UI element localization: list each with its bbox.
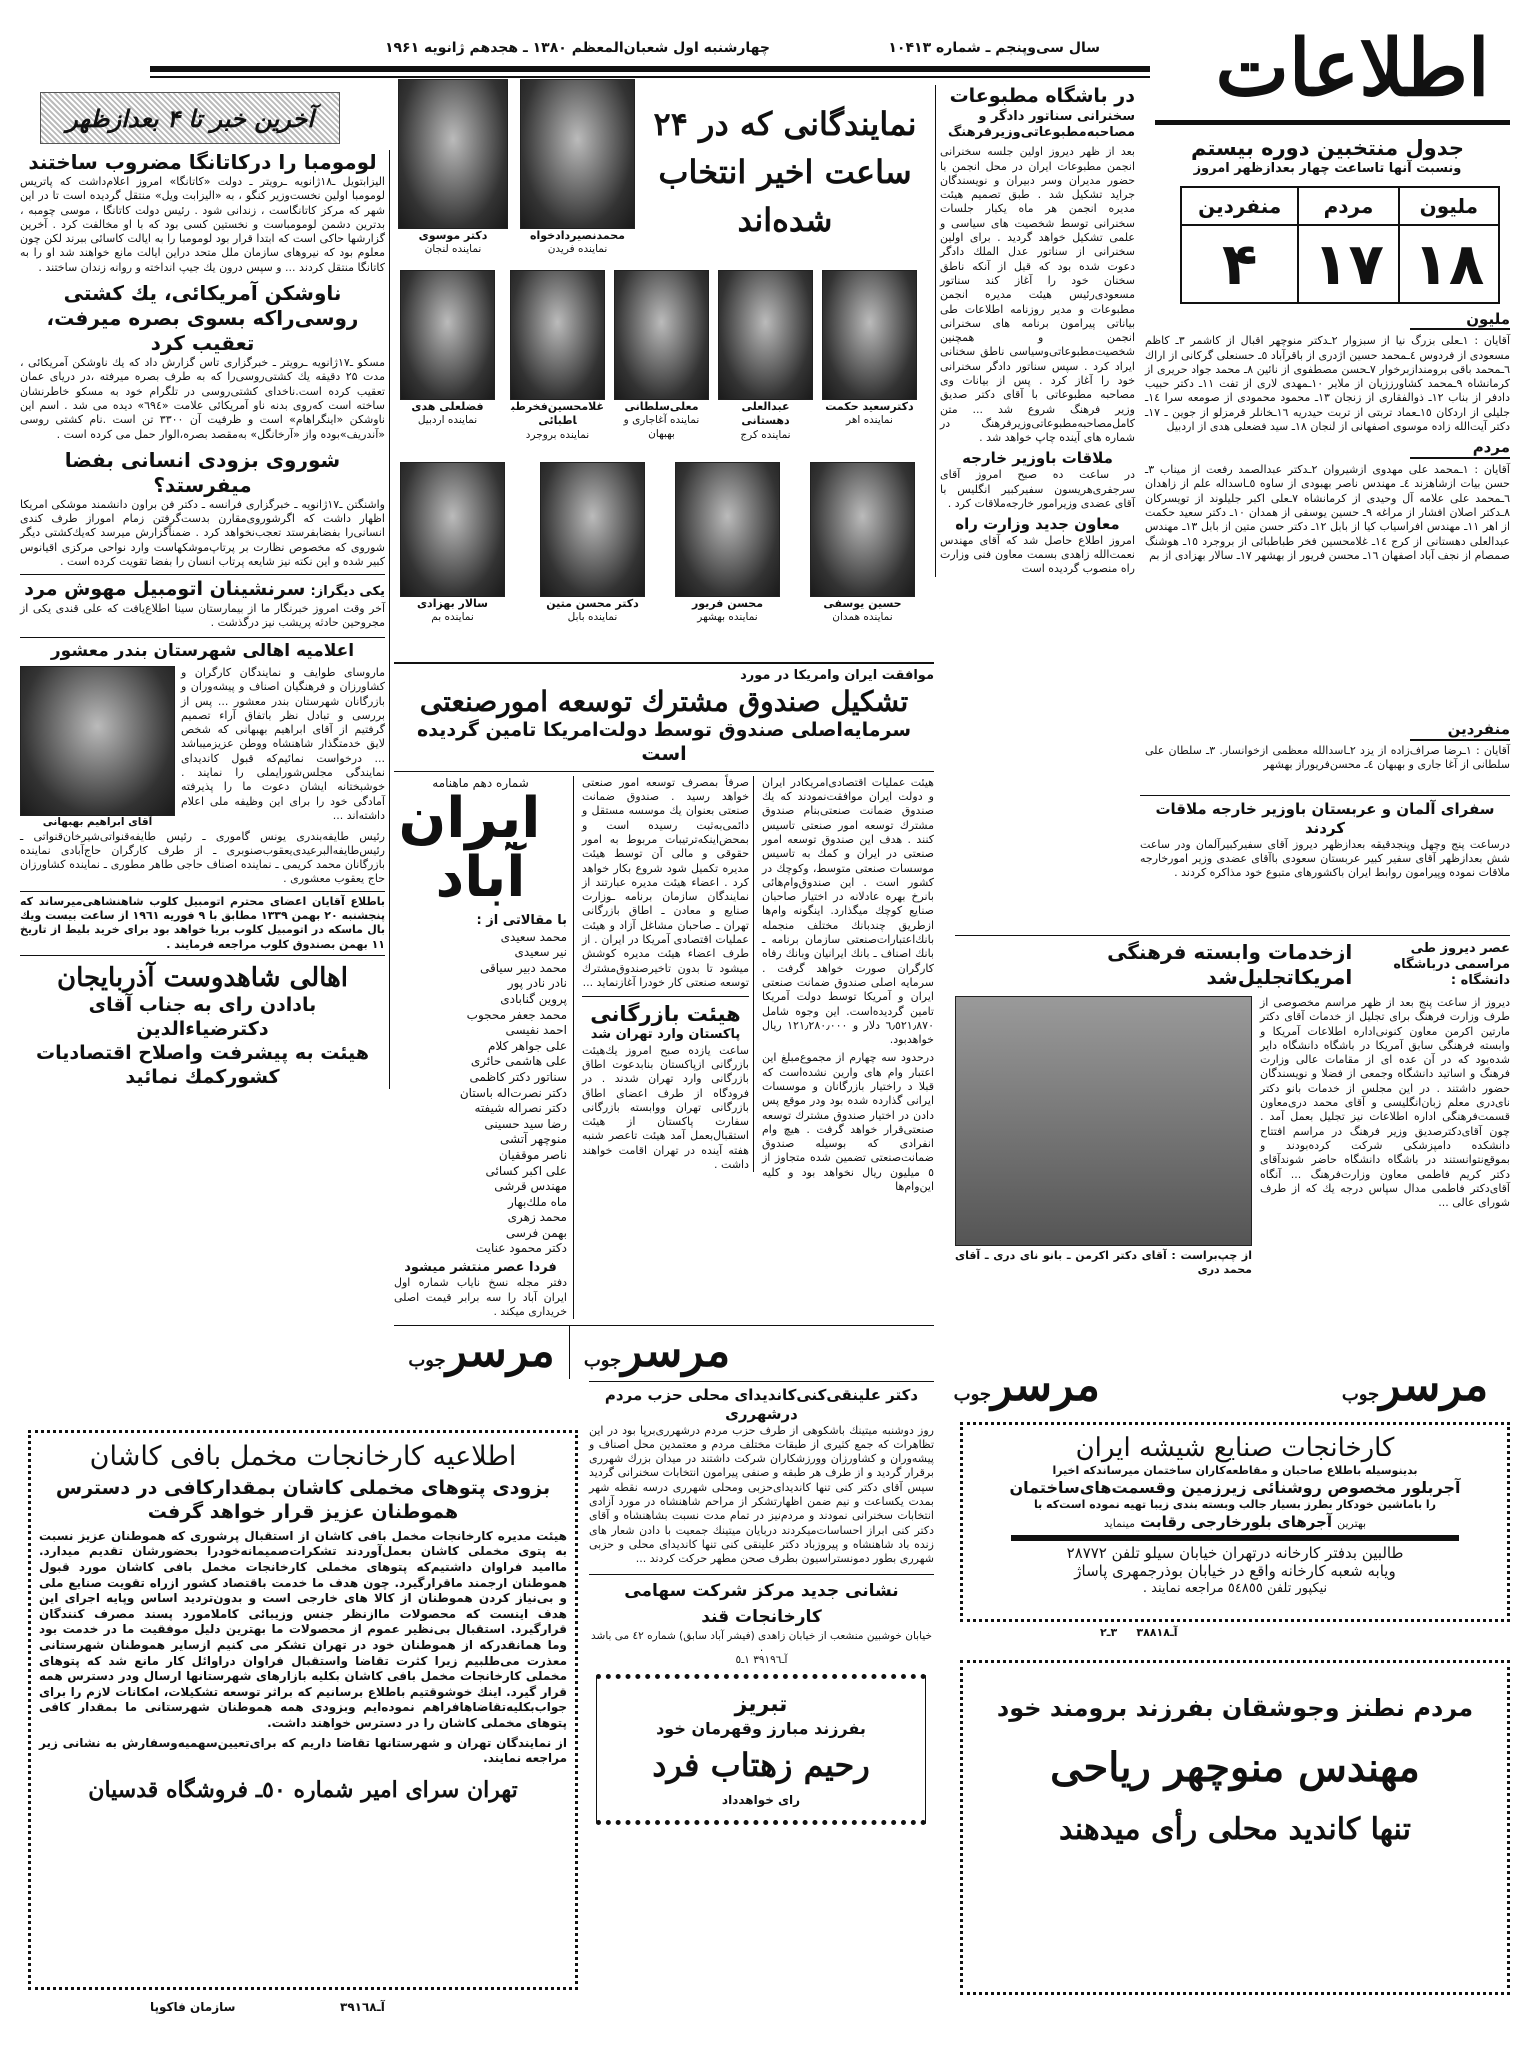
lumumba-title: لومومبا را درکاتانگا مضروب ساختند	[28, 150, 377, 174]
deputy-portrait	[540, 462, 645, 625]
space-title: شوروی بزودی انسانی بفضا میفرستد؟	[64, 447, 341, 497]
portrait-photo	[400, 270, 495, 400]
culture-kicker: عصر دیروز طی مراسمی درباشگاه دانشگاه :	[1393, 940, 1510, 989]
deputy-constituency: نماینده اهر	[846, 414, 893, 427]
fund-subtitle: سرمایه‌اصلی صندوق توسط دولت‌امریکا تامین گردیده است	[417, 719, 911, 765]
iran-abad-authors	[394, 930, 567, 1257]
deputy-portrait	[398, 79, 508, 257]
sugar-code: آـ۳۹۱۹٦ ۱ـ٥	[735, 1654, 788, 1667]
portrait-photo	[675, 462, 780, 597]
car-title: سرنشینان اتومبیل مهوش مرد	[24, 578, 306, 601]
glass-line1: بدینوسیله باطلاع صاحبان و مقاطعه‌کاران ساختمان میرساندکه اخیرا	[1052, 1464, 1418, 1478]
ship-title: ناوشکن آمریکائی، یك کشتی روسی‌راکه بسوی بصره میرفت، تعقیب کرد	[46, 281, 359, 356]
deputy-name: معلی‌سلطانی	[624, 400, 699, 413]
election-subtitle: ونسبت آنها تاساعت چهار بعدازظهر امروز	[1193, 161, 1462, 177]
kashan-sub2: هموطنان عزیز قرار خواهد گرفت	[147, 1501, 459, 1524]
kashan-text2: از نمایندگان تهران و شهرستانها تقاضا داریم که برای‌تعیین‌سهمیه‌وسفارش به نشانی زیر مراجعه نمایند.	[39, 1735, 567, 1766]
deputy-constituency: نماینده کرج	[740, 428, 791, 441]
deputy-constituency: نماینده اردبیل	[417, 414, 478, 427]
tally-label-mardom: مردم	[1298, 187, 1398, 225]
election-tally-table	[1180, 186, 1500, 304]
deputy-portrait	[400, 270, 495, 428]
portrait-photo	[614, 270, 709, 400]
deputy-portrait	[675, 462, 780, 625]
bandar-signers: رئیس طایفه‌بندری یونس گاموری ـ رئیس طایفه‌قنواتی‌شیرخان‌قنواتی ـ رئیس‌طایفه‌البرعیدی‌یعقوب‌صنوبری ـ از طرف کارگران حاج‌آبادی نماینده بازرگانان محمد کریمی ـ نماینده اصناف حاجی طاهر مطوری ـ نماینده کشاورزان حاج یعقوب معشوری .	[20, 829, 385, 886]
kashan-agency: سازمان فاکوپا	[150, 2000, 236, 2014]
portrait-photo	[540, 462, 645, 597]
deputy-portrait	[520, 79, 635, 257]
deputy-constituency: نماینده بابل	[567, 611, 618, 624]
envoys-article	[1140, 795, 1510, 880]
deputy-constituency: نماینده فریدن	[547, 243, 608, 256]
car-kicker: یکی دیگراز:	[310, 584, 385, 600]
item-heading: ملاقات باوزیر خارجه	[962, 449, 1113, 468]
fund-text-col3: درحدود سه چهارم از مجموع‌مبلغ این اعتبار وام های وارین نشده‌است که قبلا د راختیار بازرگانان و موسسات ایرانی گذارده شده بود ودر موقع پس دادن در اختیار صندوق مشترك توسعه صنعتی‌قرار خواهد گرفت . هیچ وام انفرادی که بوسیله صندوق ضمانت‌صنعتی تضمین شده متجاوز از ٥ میلیون ریال نخواهد بود و کلیه این‌وام‌ها	[762, 1051, 934, 1194]
tabriz-ad	[596, 1674, 926, 1825]
glass-compete: آجرهای بلورخارجی رقابت	[1140, 1512, 1333, 1531]
election-block	[1145, 135, 1510, 563]
author-name: ماه ملك‌بهار	[507, 1194, 567, 1209]
tally-value-melliyun: ۱۸	[1399, 225, 1499, 303]
shahdust-line3: هیئت به پیشرفت واصلاح اقتصادیات	[36, 1041, 369, 1064]
natanz-line3: تنها کاندید محلی رأی میدهند	[1059, 1812, 1411, 1847]
tally-value-mardom: ۱۷	[1298, 225, 1398, 303]
iran-abad-note: دفتر مجله نسخ نایاب شماره اول ایران آباد را سه برابر قیمت اصلی خریداری میکند .	[394, 1276, 567, 1318]
author-name: دکتر محمود عنایت	[475, 1241, 567, 1256]
bandar-photo	[20, 666, 175, 816]
shahdust-line1: اهالی شاهدوست آذربایجان	[56, 962, 349, 993]
press-club-subtitle: سخنرانی سناتور دادگر و مصاحبه‌مطبوعاتی‌وزیرفرهنگ	[947, 108, 1135, 140]
pakistan-subtitle: پاکستان وارد تهران شد	[590, 1027, 741, 1043]
deputy-constituency: نماینده بهشهر	[697, 611, 758, 624]
section-text: آقایان : ۱ـعلی بزرگ نیا از سبزوار ۲ـدکتر منوچهر اقبال از کاشمر ۳ـ کاظم مسعودی از فردوس ٤ـمحمد حسین اژدری از باقرآباد ٥ـ حسنعلی گرکانی از اراك ٦ـمحمد باقی برومندازبرخوار ۷ـحسن مصطفوی از نائین ۸ـ محمد جواد حریری از کرمانشاه ۹ـمحمد کشاورززیان از ملایر ۱۰ـمهدی لاری از تفت ۱۱ـ دکتر حبیب دادفر از بناب ۱۲ـ ذوالفقاری از زنجان ۱۳ـ محمود محمودی از صومعه سرا ۱٤ـ جلیلی از اردکان ۱٥ـعماد تربتی از تربت حیدریه ۱٦ـخانلر قرمزلو از جوین ـ ۱۷ـ دکتر آیت‌الله زاده موسوی اصفهانی از لنجان ۱۸ـ سید فضعلی هدی از اردبیل	[1145, 334, 1511, 434]
tally-label-melliyun: ملیون	[1399, 187, 1499, 225]
portrait-photo	[520, 79, 635, 229]
iran-abad-with: با مقالاتی از :	[476, 913, 567, 929]
glass-line2: آجربلور مخصوص روشنائی زیرزمین وقسمت‌های‌ساختمان	[1009, 1477, 1461, 1497]
mercer-ad: مرسرجوب	[953, 1360, 1100, 1411]
lumumba-text: الیزابتویل ـ۱۸ژانویه ـرویتر ـ دولت «کاتانگا» امروز اعلام‌داشت که پاتریس لومومبا اولین نخست‌وزیر کنگو ، به «الیزابت ویل» منتقل گردیده است تا در این شهر که مرکز کاتانگاست ، زندانی شود . رئیس دولت کاتانگا ، موسی چومبه ، بدترین دشمن لومومباست و نخستین کسی بود که با او مخالفت کرد . آخرین گزارشها حاکی است که ابتدا قرار بود لومومبا را به ایالت کاسائی ببرند لکن چون معلوم بود که نیروهای سازمان ملل متحد دراین ایالت مانع خواهند شد او را به کاتانگا منتقل کردند ... و سپس درون یك جیپ انداخته و روانه زندان ساختند .	[20, 175, 385, 274]
glass-line6: ویابه شعبه کارخانه واقع در خیابان بوذرجمهری پاساژ	[1074, 1562, 1396, 1581]
shahdust-line4: کشورکمك نمائید	[125, 1065, 280, 1088]
natanz-line2: مهندس منوچهر ریاحی	[1050, 1744, 1420, 1791]
mercer-ad: مرسرجوب	[569, 1326, 744, 1379]
culture-article	[955, 935, 1510, 1278]
deputies-headline: نمایندگانی که در ۲۴ ساعت اخیر انتخاب شده‌اند	[653, 105, 917, 239]
deputy-name: محسن فریور	[691, 597, 764, 610]
section-heading: منفردین	[1410, 720, 1510, 741]
pakistan-title: هیئت بازرگانی	[590, 1002, 741, 1027]
election-title: جدول منتخبین دوره بیستم	[1191, 136, 1464, 160]
culture-text: دیروز از ساعت پنج بعد از ظهر مراسم مخصوصی از طرف وزارت فرهنگ برای تجلیل از خدمات آقای دکتر مارتین اکرمن معاون کنونی‌اداره اطلاعات آمریکا و وابسته فرهنگی سابق آمریکا در باشگاه دانشگاه دایر شده‌بود که در آن عده ای از مقامات عالی وزارت فرهنگ و اساتید دانشگاه وجمعی از فضلا و نویسندگان حضور داشتند . در این مجلس از خدمات بانو دکتر نای‌دری معلم زبان‌انگلیسی و آقای محمد دری‌معاون قسمت‌فرهنگی اداره اطلاعات نیز تجلیل بعمل آمد . چون آقای‌دکترصدیق وزیر فرهنگ در مراسم افتتاح دانشکده دامپزشکی شرکت کرده‌بودند و بموقع‌نتوانستند در باشگاه دانشگاه حاضر شوندآقای دکتر کریم فاطمی معاون وزارت‌فرهنگ ... آنگاه آقای‌دکتر فاطمی مدال سپاس درجه یك که از طرف شورای عالی ...	[1260, 996, 1510, 1210]
envoys-title: سفرای آلمان و عربستان باوزیر خارجه ملاقات کردند	[1155, 800, 1495, 837]
bandar-title: اعلامیه اهالی شهرستان بندر معشور	[20, 637, 385, 662]
deputy-name: دکتر موسوی	[418, 229, 488, 242]
left-column	[20, 150, 390, 1089]
fund-text-col2: صرفاً بمصرف توسعه امور صنعتی خواهد رسید . صندوق ضمانت صنعتی بعنوان یك موسسه مستقل و دائمی‌به‌ثبت رسیده است و بمحض‌اینکه‌ترتیبات مربوط به امور حقوقی و مالی آن توسط هیئت مدیره تکمیل شود شروع بکار خواهد کرد . اعضاء هیئت مدیره عبارتند از نمایندگان سازمان برنامه ـوزارت صنایع و معادن ـ اطاق بازرگانی تهران ـ صاحبان مشاغل آزاد و هیئت عملیات اقتصادی آمریکا در ایران . از طرف اعضاء هیئت مدیره کوشش میشود تا بدون تاخیرصندوق‌مشترك توسعه صنعتی کار خودرا آغازنماید ...	[582, 775, 749, 989]
author-name: احمد نفیسی	[505, 1023, 567, 1038]
newspaper-logo: اطلاعات	[1215, 23, 1490, 114]
fund-article	[394, 668, 934, 1319]
deputy-constituency: نماینده لنجان	[424, 243, 482, 256]
author-name: مهندس قرشی	[494, 1179, 567, 1194]
deputy-portrait	[510, 270, 605, 442]
tally-value-monfaredin: ۴	[1181, 225, 1298, 303]
fund-text-col1: هیئت عملیات اقتصادی‌امریکادر ایران و دولت ایران موافقت‌نمودند که یك صندوق ضمانت صنعتی‌بنام صندوق مشترك توسعه امور صنعتی تاسیس کنند . هدف این صندوق توسعه امور صنعتی در ایران و کمك به تاسیس موسسات صنعتی متوسط، وکوچك در کشور است . این صندوق‌وام‌هائی بانرخ بهره عادلانه در اختیار صاحبان صنایع کوچك میگذارد. اینگونه وام‌ها ازطریق چندبانك مختلف منجمله بانك‌اعتبارات‌صنعتی سازمان برنامه ـ بانك اصناف ـ بانك ایرانیان وبانك رفاه کارگران صورت خواهد گرفت . سرمایه اصلی صندوق ضمانت صنعتی ایران و آمریکا توسط دولت آمریکا تامین گردیده‌است. این وجوه شامل ٦٫٥۲۱٫۸۷۰ دلار و ۱۲۱٫۲۸۰٫۰۰۰ ریال خواهدبود.	[762, 775, 934, 1047]
glass-title: کارخانجات صنایع شیشه ایران	[1075, 1433, 1395, 1463]
portrait-photo	[822, 270, 917, 400]
mercer-row	[394, 1325, 934, 1379]
deputy-constituency: نماینده بم	[431, 611, 474, 624]
author-name: محمد دبیر سیاقی	[479, 960, 567, 975]
kashan-title: اطلاعیه کارخانجات مخمل بافی کاشان	[89, 1441, 517, 1472]
iran-abad-issue: شماره دهم ماهنامه	[432, 775, 529, 790]
deputy-name: محمدنصیردادخواه	[530, 229, 625, 242]
kashan-text: هیئت مدیره کارخانجات مخمل بافی کاشان از استقبال پرشوری که هموطنان عزیز نسبت به پتوی مخملی کاشان بعمل‌آوردند تشکرات‌صمیمانه‌خودرا بحضورشان تقدیم میدارد. ماامید فراوان داشتیم‌که پتوهای مخملی کارخانجات مخمل بافی کاشان مورد قبول هموطنان ارجمند ماقرارگیرد. چون هدف ما خدمت باقتصاد کشور ازراه تقویت صنایع ملی و بی‌نیاز کردن هموطنان از کالا های خارجی است و بدون‌تردید اساس وپایه اجرای این هدف اینست که محصولات ماازنظر جنس وزیبائی کاملامورد پسند مصرف کنندگان قرارگیرد. استقبال بی‌نظیر عموم از محصولات ما بهترین دلیل موفقیت ما در خدمت بود وما همانقدرکه از هموطنان خود در تهران تشکر می کنیم ازسایر هموطنان شهرستانی معذرت می‌طلبیم زیرا کثرت تقاضا واستقبال فراوان دراوائل کار مانع شد که پتوهای مخملی کارخانجات مخمل بافی کاشان بکلیه بازارهای شهرستانها ارسال ودر دسترس همه قرار گیرد. اینك خوشوقتیم باطلاع برسانیم که براثر توسعه تشکیلات، امکانات لازم را برای جواب‌بکلیه‌تقاضاهافراهم نموده‌ایم وبزودی همه هموطنان شهرستانی ما بمقدار کافی پتوهای مخملی کاشان را در دسترس خواهند داشت.	[39, 1528, 567, 1731]
author-name: رضا سید حسینی	[484, 1116, 567, 1131]
author-name: ناصر موقفیان	[498, 1147, 567, 1162]
envoys-text: درساعت پنج وچهل وپنجدقیقه بعدازظهر دیروز آقای سفیرکبیرآلمان ودر ساعت شش بعدازظهر آقای سفیر کبیر عربستان سعودی باآقای عضدی وزیر امورخارجه ملاقات نموده وپیرامون روابط ایران باکشورهای متبوع خود مذاکره کردند .	[1140, 837, 1510, 880]
kashan-address: تهران سرای امیر شماره ٥۰ـ فروشگاه قدسیان	[88, 1776, 518, 1803]
author-name: علی اکبر کسائی	[485, 1163, 567, 1178]
press-club-text: بعد از ظهر دیروز اولین جلسه سخنرانی انجمن مطبوعات ایران در محل انجمن با حضور مدیران وسر دبیران و نویسندگان جراید تشکیل شد . طبق تصمیم هیئت مدیره انجمن هر ماه یکبار جلسات سخنرانی توسط شخصیت های سیاسی و علمی تشکیل خواهد گردید . برای اولین سخنرانی از سناتور عدل الملك دادگر دعوت شده بود که قبل از آنکه ناطق سخنان خود را آغاز کند سناتور مسعودی‌رئیس هیئت مدیره انجمن مطبوعات و مدیر روزنامه اطلاعات طی بیاناتی پیرامون برنامه های سخنرانی انجمن و همچنین شخصیت‌مطبوعاتی‌وسیاسی ناطق سخنانی ایراد کرد . سپس سناتور دادگر سخنرانی خود را آغاز کرد . پس از بیانات وی مصاحبه مطبوعاتی با آقای دکتر صدیق وزیر فرهنگ شروع شد ... متن کامل‌مصاحبه‌مطبوعاتی‌وزیرفرهنگ در شماره های آینده چاپ خواهد شد .	[940, 145, 1135, 445]
kani-text: روز دوشنبه میتینك باشکوهی از طرف حزب مردم درشهرری‌برپا بود در این تظاهرات که جمع کثیری از طبقات مختلف مردم و معتمدین محل اصناف و پیشه‌وران و کشاورزان وورزشکاران شرکت داشتند در میدان بزرك شهرری برقرار گردید و از طرف هر طبقه و صنفی پیرامون انتخابات سخنرانی گردید سپس آقای دکتر کنی تنها کاندیدای‌حزبی ومحلی شهرری درسه نقطه شهر بمدت یکساعت و نیم ضمن اظهارتشکر از مراحم شاهنشاه در مورد آزادی انتخابات سخنرانی نمودند و مردم‌نیز در تمام مدت نسبت بشاهنشاه و آقای دکتر کنی ابراز احساسات‌میکردند دربایان میتینك جمعیت با دادن شعار های زنده باد شاهنشاه و پیروزباد دکتر علینقی کنی تنها کاندیدای محلی و حزبی شهرری بطور دمونستراسیون بطرف صحن مطهر حرکت کردند ...	[589, 1423, 934, 1566]
tabriz-vote: رای خواهدداد	[721, 1792, 801, 1807]
sugar-ad	[589, 1574, 934, 1666]
late-news-banner: آخرین خبر تا ۴ بعدازظهر	[40, 92, 340, 144]
iran-abad-title: ایران آباد	[398, 785, 541, 910]
deputy-constituency: نماینده آغاجاری و بهبهان	[623, 414, 700, 440]
sugar-text: خیابان خوشبین منشعب از خیابان زاهدی (فیشر آباد سابق) شماره ٤۲ می باشد .	[591, 1630, 932, 1655]
iran-abad-tomorrow: فردا عصر منتشر میشود	[404, 1260, 557, 1276]
tabriz-name: رحیم زهتاب فرد	[652, 1745, 870, 1784]
item-text: امروز اطلاع حاصل شد که آقای مهندس نعمت‌الله زاهدی بسمت معاون فنی وزارت راه منصوب گردیده است	[940, 533, 1135, 576]
glass-best: بهترین	[1337, 1516, 1367, 1530]
deputy-name: حسین یوسفی	[823, 597, 902, 610]
author-name: سناتور دکتر کاظمی	[469, 1069, 567, 1084]
culture-photo	[955, 996, 1252, 1246]
glass-line7: نیکپور تلفن ٥٤۸٥٥ مراجعه نمایند .	[1142, 1581, 1328, 1597]
glass-does: مینماید	[1103, 1516, 1135, 1530]
shahdust-line2: بادادن رای به جناب آقای دکترضیاءالدین	[88, 994, 317, 1041]
pakistan-text: ساعت یازده صبح امروز یك‌هیئت بازرگانی ازپاکستان بنابدعوت اطاق بازرگانی وارد تهران شدند . در فرودگاه از طرف اعضای اطاق بازرگانی تهران ووابسته بازرگانی سفارت پاکستان از هیئت استقبال‌بعمل آمد هیئت تاعصر شنبه هفته آینده در تهران اقامت خواهند داشت .	[582, 1043, 749, 1172]
author-name: دکتر نصراله شیفته	[474, 1101, 567, 1116]
item-heading: معاون جدید وزارت راه	[955, 515, 1120, 534]
tabriz-line: بفرزند مبارز وقهرمان خود	[656, 1718, 866, 1738]
author-name: محمد زهری	[507, 1210, 567, 1225]
glass-ad	[960, 1422, 1510, 1622]
fund-title: تشکیل صندوق مشترك توسعه امورصنعتی	[419, 685, 909, 719]
auto-club-notice: باطلاع آقایان اعضای محترم اتومبیل کلوب شاهنشاهی‌میرساند که پنجشنبه ۲۰ بهمن ۱۳۳۹ مطابق با ۹ فوریه ۱۹٦۱ از ساعت بیست ویك بال ماسکه در اتومبیل کلوب بریا خواهد بود برای خرید بلیط از تاریخ ۱۱ بهمن بصندوق کلوب مراجعه فرمایند .	[20, 891, 385, 956]
author-name: بهمن فرسی	[505, 1225, 567, 1240]
section-heading: مردم	[1410, 438, 1510, 459]
fund-kicker: موافقت ایران وامریکا در مورد	[740, 668, 934, 683]
portrait-photo	[510, 270, 605, 400]
monfaredin-block	[1145, 720, 1510, 772]
section-text: آقایان : ۱ـرضا صراف‌زاده از یزد ۲ـاسدالله معظمی ازخوانسار. ۳ـ سلطان علی سلطانی از آغا جاری و بهبهان ٤ـ محسن‌فریوراز بهشهر	[1145, 743, 1510, 772]
culture-caption: از چپ‌براست : آقای دکتر اکرمن ـ بانو نای دری ـ آقای محمد دری	[955, 1249, 1252, 1277]
deputy-portrait	[810, 462, 915, 625]
author-name: محمد سعیدی	[500, 929, 567, 944]
issue-date: چهارشنبه اول شعبان‌المعظم ۱۳۸۰ ـ هجدهم ژانویه ۱۹۶۱	[384, 40, 770, 56]
tabriz-city: تبریز	[734, 1692, 788, 1718]
kashan-ad	[28, 1430, 578, 1990]
deputy-name: غلامحسین‌فخرطباطبائی	[510, 400, 604, 428]
natanz-ad	[960, 1660, 1510, 1995]
item-text: در ساعت ده صبح امروز آقای سرجفری‌هریسون سفیرکبیر انگلیس با آقای عضدی وزیرامور خارجه‌ملاقات کرد .	[940, 468, 1135, 510]
author-name: علی جواهر کلام	[488, 1038, 567, 1053]
author-name: نادر نادر پور	[507, 976, 567, 991]
deputy-name: دکتر محسن متین	[546, 597, 639, 610]
press-club-title: در باشگاه مطبوعات	[949, 85, 1135, 107]
kashan-sub1: بزودی پتوهای مخملی کاشان بمقدارکافی در دسترس	[55, 1477, 551, 1500]
deputy-name: عبدالعلی دهستانی	[741, 400, 790, 428]
section-heading: ملیون	[1410, 310, 1510, 331]
bandar-text: ماروسای طوایف و نمایندگان کارگران و کشاورزان و فرهنگیان اصناف و پیشه‌وران و بازرگانان شهرستان بندر معشور ... پس از بررسی و تبادل نظر باتفاق آراء تصمیم گرفتیم از آقای ابراهیم بهبهانی که شخص لایق خدمتگذار شاهنشاه ووطن عزیزمیباشد ... درخواست نمائیم‌که قبول کاندیدای نمایندگی مجلس‌شورایملی را نمایند . خوشبختانه ایشان دعوت ما را پذیرفته آمادگی خود را برای این وظیفه ملی اعلام داشته‌اند ...	[181, 665, 385, 822]
car-text: آخر وقت امروز خبرنگار ما از بیمارستان سینا اطلاع‌یافت که علی قندی یکی از مجروحین حادثه پریشب نیز درگذشت .	[20, 602, 385, 630]
kashan-code: آـ۳۹۱٦۸	[340, 2000, 385, 2014]
sugar-title: نشانی جدید مرکز شرکت سهامی کارخانجات قند	[624, 1581, 899, 1627]
ship-text: مسکو ـ۱۷ژانویه ـرویتر ـ خبرگزاری تاس گزارش داد که یك ناوشکن آمریکائی ، مدت ۲۵ دقیقه یك کشتی‌روسی‌را که به طرف بصره میرفته ،در دریای عمان تعقیب کرده است.ناخدای کشتی‌روسی در تلگرام خود به مسکو خاطرنشان ساخته است که‌روی بدنه ناو آمریکائی علامت «٦۹٤» دیده می شد . اسم این ناوشکن «اینگراهام» است و ظرفیت آن ۳۳۰۰ تن است .نام کشتی روسی «آندریف»بوده واز «آرخانگل» به‌مقصد بصره،الوار حمل می کرده است .	[20, 356, 385, 441]
pakistan-article	[582, 996, 749, 1172]
deputy-name: فضلعلی هدی	[411, 400, 484, 413]
natanz-line1: مردم نطنز وجوشقان بفرزند برومند خود	[996, 1694, 1474, 1722]
iran-abad-ad	[394, 776, 574, 1319]
glass-code: آـ۳۸۸۱۸ ۳ـ۲	[1100, 1626, 1178, 1639]
deputy-portrait	[614, 270, 709, 442]
mercer-ad: مرسرجوب	[1341, 1360, 1489, 1411]
issue-number: سال سی‌وپنجم ـ شماره ۱۰۴۱۳	[888, 40, 1100, 56]
deputy-name: دکترسعید حکمت	[825, 400, 914, 413]
deputy-constituency: نماینده بروجرد	[525, 428, 590, 441]
press-club-column	[935, 85, 1135, 577]
author-name: نیر سعیدی	[514, 945, 567, 960]
section-text: آقایان : ۱ـمحمد علی مهدوی ازشیروان ۲ـدکتر عبدالصمد رفعت از میناب ۳ـ حسن بیات ازشاهزند ٤ـ مهندس ناصر بهبودی از ساوه ٥ـاسداله علم از زاهدان ٦ـمحمد علی علامه آل وحیدی از کرمانشاه ۷ـعلی اکبر جلیلوند از تویسرکان ۸ـدکتر اصلان افشار از مراغه ۹ـ حسین یوسفی از همدان ۱۰ـ دکتر سعید حکمت از اهر ۱۱ـ مهندس افراسیاب کیا از بابل ۱۲ـ دکتر حسن متین از بابل ۱۳ـ مهندس عبدالعلی دهستانی از کرج ۱٤ـ غلامحسین فخر طباطبائی از بروجرد ۱٥ـ هوشنگ صمصام از نجف آباد اصفهان ۱٦ـ محسن فریور از بهشهر ۱۷ـ سالار بهزادی از بم	[1145, 463, 1511, 562]
mercer-ad: مرسرجوب	[408, 1326, 555, 1378]
author-name: علی هاشمی حائری	[470, 1054, 567, 1069]
author-name: محمد جعفر محجوب	[466, 1007, 567, 1022]
deputy-name: سالار بهزادی	[416, 597, 489, 610]
space-text: واشنگتن ـ۱۷ژانویه ـ خبرگزاری فرانسه ـ دکتر فن براون دانشمند موشکی امریکا اظهار داشت که اگرشوروی‌مقارن بدست‌گرفتن زمام اموراز طرف کندی انسانی‌را بفضابفرستد تعجب‌نخواهد کرد . ضمناًگزارش میرسد که‌یك‌کشتی دیگر شوروی که مخصوص نظارت بر پرتاپ‌موشکهاست وارد نواحی مرکزی اقیانوس کبیر شده و این نکته نیز شایعه پرتاب انسان را بفضا تقویت کرده است .	[20, 497, 385, 569]
author-name: دکتر نصرت‌اله باستان	[459, 1085, 567, 1100]
deputy-constituency: نماینده همدان	[832, 611, 893, 624]
deputy-portrait	[822, 270, 917, 428]
kani-title: دکتر علینقی‌کنی‌کاندیدای محلی حزب مردم درشهرری	[604, 1386, 919, 1423]
portrait-photo	[810, 462, 915, 597]
kani-article	[589, 1381, 934, 1566]
glass-line3: را باماشین خودکار بطرز بسیار جالب وبسته بندی زیبا تهیه نموده است‌که با	[1033, 1497, 1437, 1511]
deputy-portrait	[718, 270, 813, 442]
author-name: منوچهر آتشی	[499, 1132, 567, 1147]
tally-label-monfaredin: منفردین	[1181, 187, 1298, 225]
glass-line5: طالبین بدفتر کارخانه درتهران خیابان سیلو تلفن ۲۸۷۷۲	[1066, 1543, 1404, 1562]
author-name: پروین گنابادی	[500, 991, 567, 1006]
portrait-photo	[398, 79, 508, 229]
portrait-photo	[400, 462, 505, 597]
bandar-photo-caption: آقای ابراهیم بهبهانی	[42, 815, 153, 828]
deputy-portrait	[400, 462, 505, 625]
portrait-photo	[718, 270, 813, 400]
culture-title: ازخدمات وابسته فرهنگی امریکاتجلیل‌شد	[1107, 940, 1353, 989]
